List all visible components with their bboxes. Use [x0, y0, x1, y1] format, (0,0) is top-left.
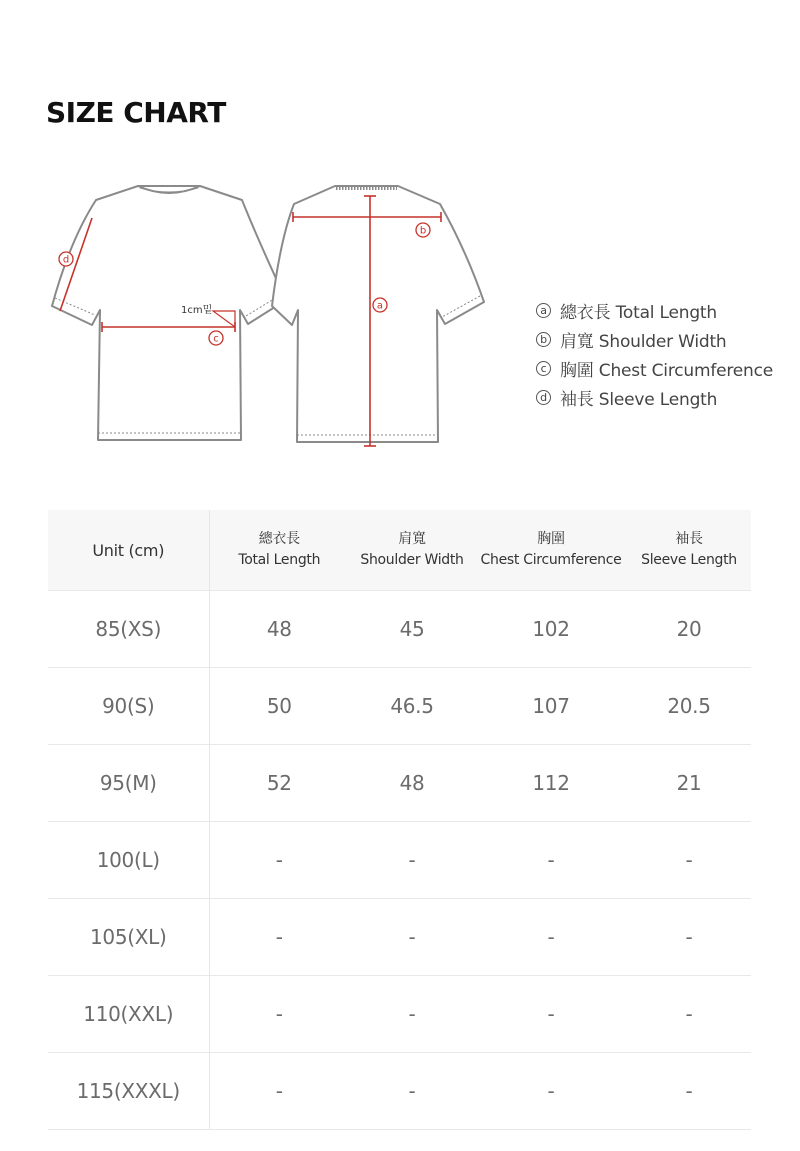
- table-row: [48, 745, 751, 822]
- marker-c: [209, 331, 223, 345]
- svg-text:c: c: [213, 333, 219, 345]
- size-cell: 110(XXL): [48, 976, 209, 1053]
- size-cell: 85(XS): [48, 591, 209, 668]
- table-row: [48, 976, 751, 1053]
- unit-header: Unit (cm): [48, 510, 209, 591]
- svg-text:d: d: [62, 254, 70, 266]
- marker-b: [416, 223, 430, 237]
- size-table: [48, 510, 751, 1130]
- svg-text:a: a: [376, 300, 384, 312]
- value-cell: 45: [349, 591, 475, 668]
- page-title: SIZE CHART: [46, 96, 226, 129]
- legend-mark-d: d: [536, 390, 551, 405]
- value-cell: -: [627, 822, 751, 899]
- table-row: [48, 822, 751, 899]
- value-cell: -: [209, 1053, 349, 1130]
- size-cell: 115(XXXL): [48, 1053, 209, 1130]
- svg-text:b: b: [419, 225, 427, 237]
- size-cell: 90(S): [48, 668, 209, 745]
- legend-text: 袖長 Sleeve Length: [560, 390, 718, 410]
- value-cell: -: [475, 1053, 627, 1130]
- value-cell: -: [209, 899, 349, 976]
- tshirt-back: [272, 186, 484, 442]
- tshirt-diagram: [40, 170, 500, 460]
- value-cell: 46.5: [349, 668, 475, 745]
- value-cell: -: [349, 899, 475, 976]
- value-cell: -: [209, 822, 349, 899]
- legend-text: 總衣長 Total Length: [560, 303, 717, 323]
- value-cell: -: [475, 822, 627, 899]
- legend-text: 胸圍 Chest Circumference: [560, 361, 774, 381]
- value-cell: -: [349, 976, 475, 1053]
- column-header-total-length: 總衣長 Total Length: [209, 510, 349, 591]
- column-header-chest-circumference: 胸圍 Chest Circumference: [475, 510, 627, 591]
- marker-d: [59, 252, 73, 266]
- legend-item: [536, 296, 773, 325]
- value-cell: 48: [349, 745, 475, 822]
- value-cell: 20: [627, 591, 751, 668]
- table-row: [48, 899, 751, 976]
- table-header-row: [48, 510, 751, 591]
- value-cell: -: [475, 976, 627, 1053]
- value-cell: 107: [475, 668, 627, 745]
- value-cell: -: [349, 822, 475, 899]
- size-cell: 100(L): [48, 822, 209, 899]
- value-cell: -: [627, 976, 751, 1053]
- legend-mark-c: c: [536, 361, 551, 376]
- table-row: [48, 668, 751, 745]
- table-row: [48, 591, 751, 668]
- marker-a: [373, 298, 387, 312]
- column-header-shoulder-width: 肩寬 Shoulder Width: [349, 510, 475, 591]
- value-cell: -: [627, 899, 751, 976]
- size-cell: 105(XL): [48, 899, 209, 976]
- legend-item: [536, 354, 773, 383]
- value-cell: -: [475, 899, 627, 976]
- value-cell: 48: [209, 591, 349, 668]
- value-cell: 50: [209, 668, 349, 745]
- legend-mark-a: a: [536, 303, 551, 318]
- chest-note: 1cm밑: [181, 305, 213, 316]
- value-cell: 112: [475, 745, 627, 822]
- value-cell: -: [349, 1053, 475, 1130]
- legend-text: 肩寬 Shoulder Width: [560, 332, 727, 352]
- legend-item: [536, 383, 773, 412]
- value-cell: 52: [209, 745, 349, 822]
- value-cell: 21: [627, 745, 751, 822]
- legend-item: [536, 325, 773, 354]
- value-cell: -: [627, 1053, 751, 1130]
- measurement-legend: [536, 296, 773, 412]
- column-header-sleeve-length: 袖長 Sleeve Length: [627, 510, 751, 591]
- value-cell: 20.5: [627, 668, 751, 745]
- tshirt-front: [52, 186, 286, 440]
- value-cell: 102: [475, 591, 627, 668]
- value-cell: -: [209, 976, 349, 1053]
- table-row: [48, 1053, 751, 1130]
- size-cell: 95(M): [48, 745, 209, 822]
- legend-mark-b: b: [536, 332, 551, 347]
